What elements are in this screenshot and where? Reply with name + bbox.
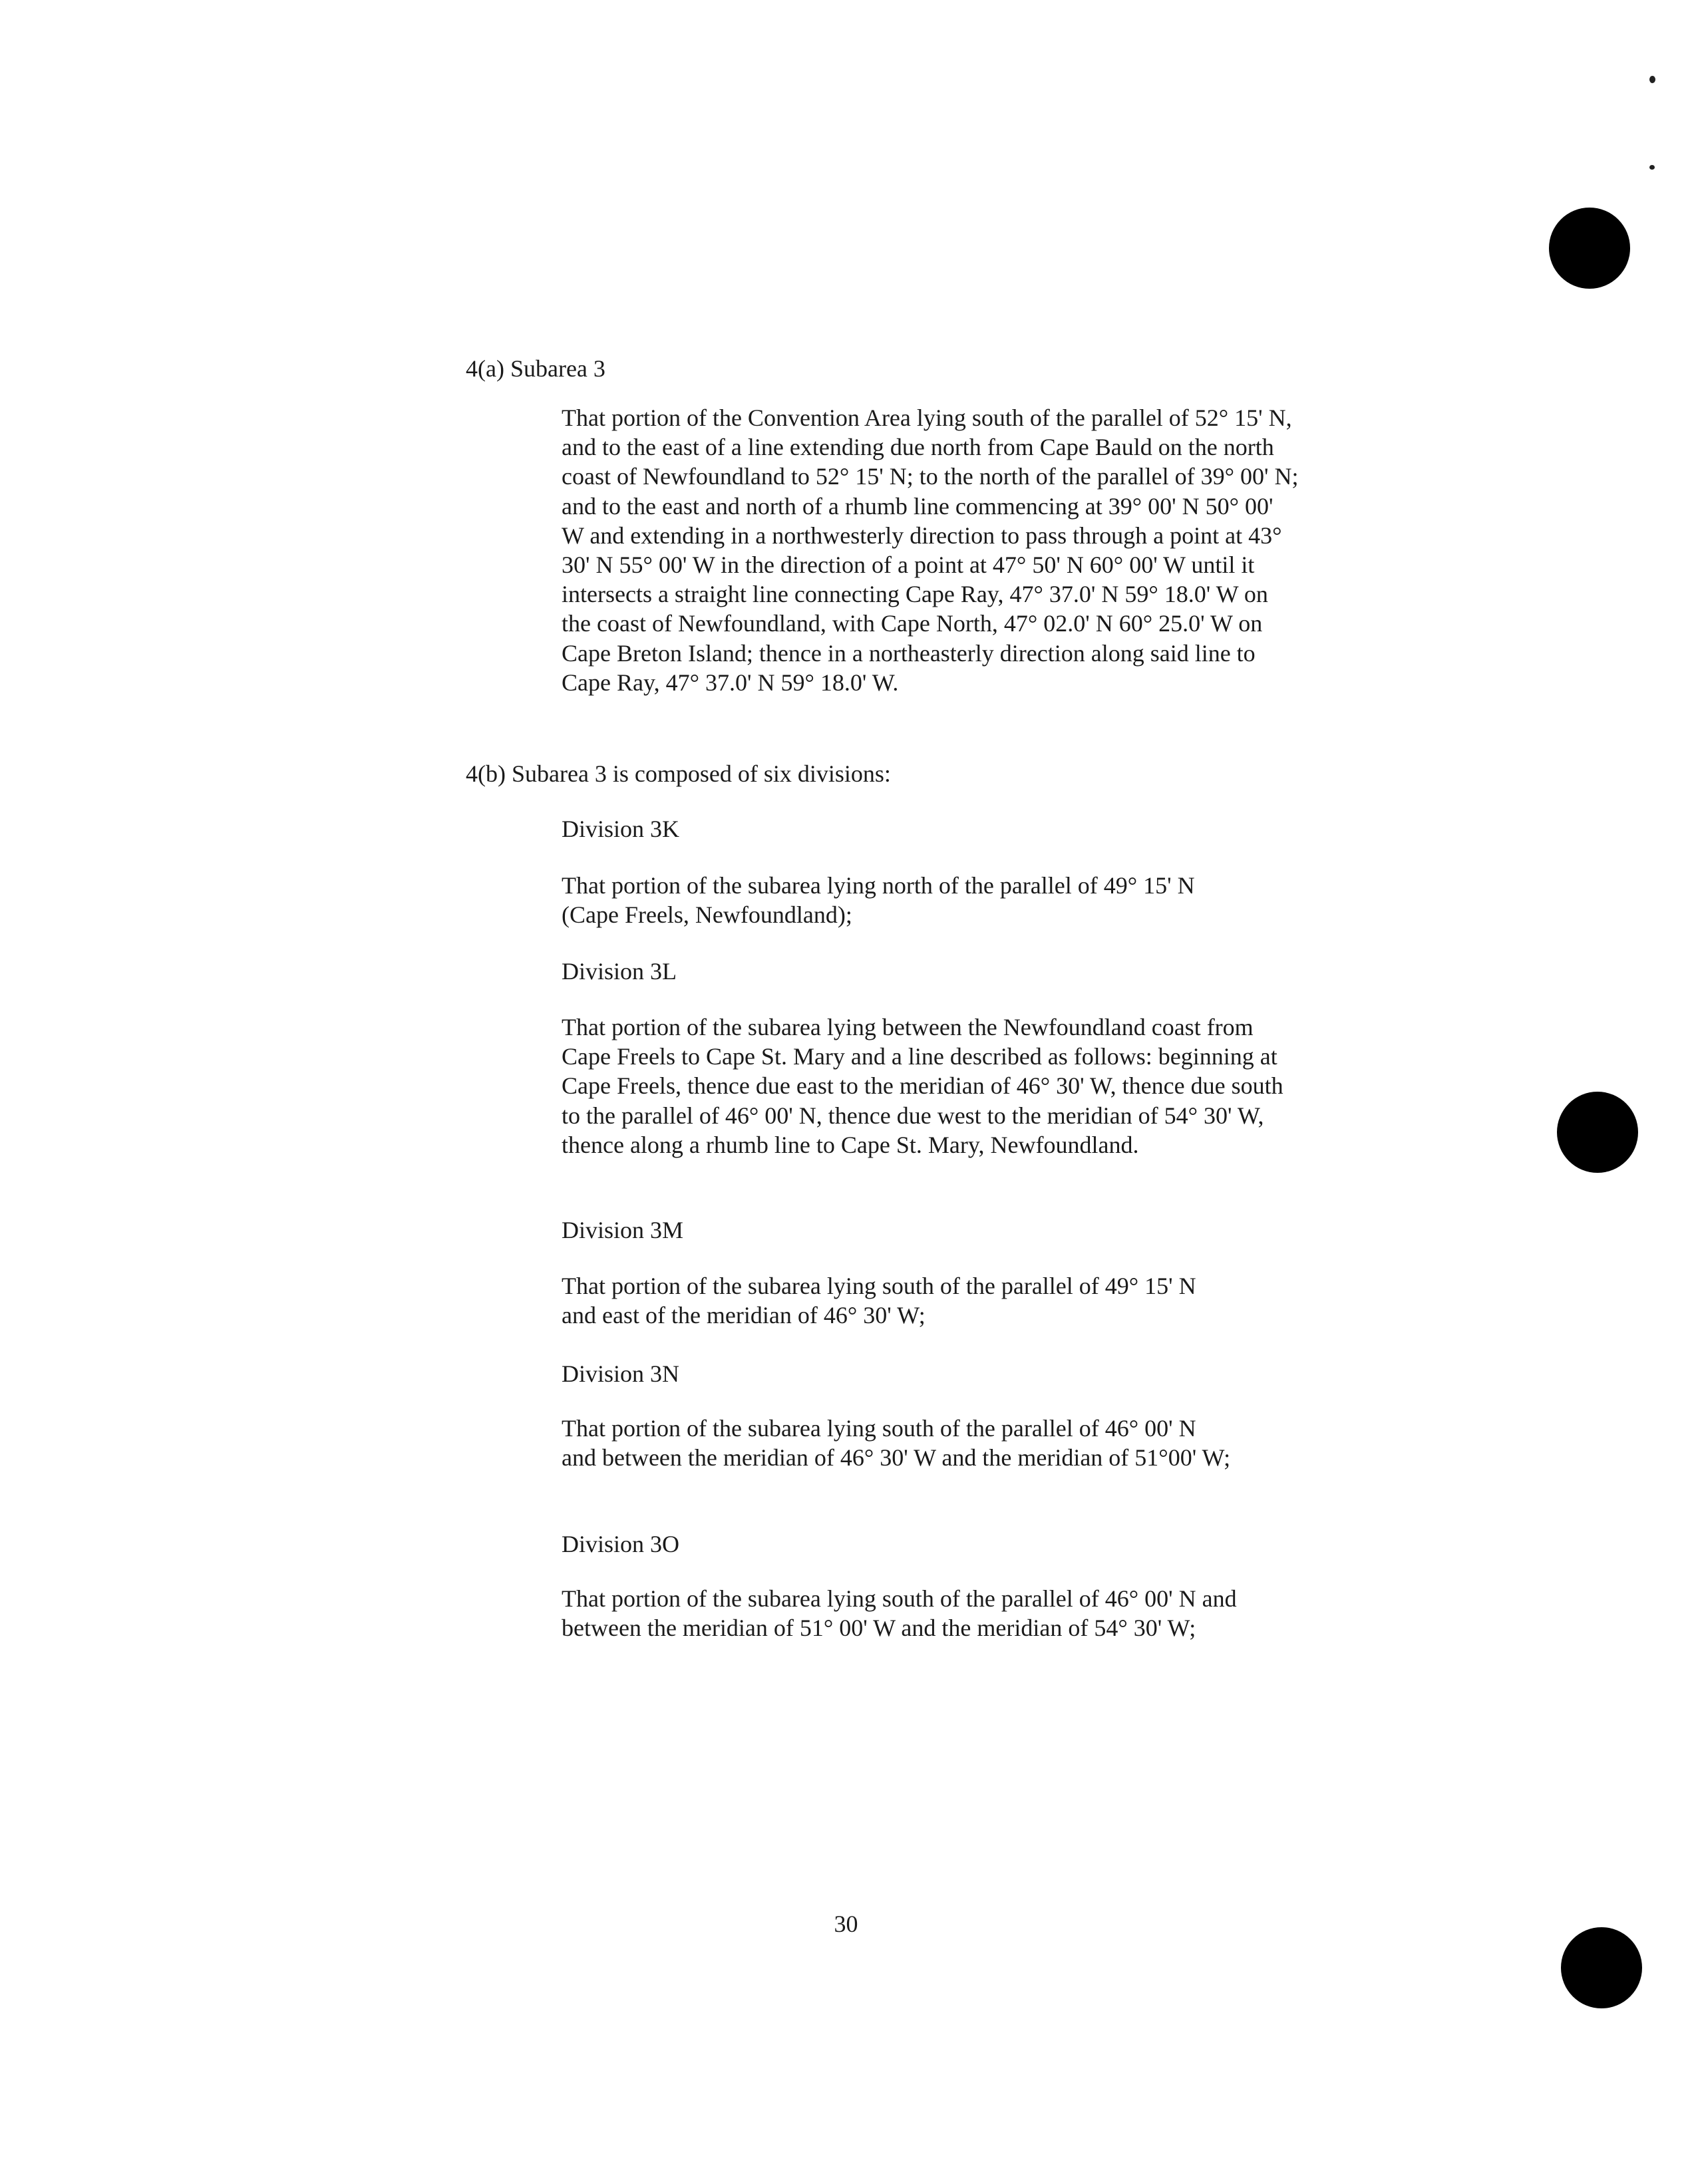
division-label-3k: Division 3K bbox=[562, 816, 680, 842]
division-label-3n: Division 3N bbox=[562, 1360, 680, 1387]
division-label-3l: Division 3L bbox=[562, 958, 677, 985]
subarea-description: That portion of the Convention Area lying south of the parallel of 52° 15' N, and to the east of a line extending due north from Cape Bauld on the north coast of Newfoundland to 52° 15' N; to the north of the parallel of 39° 00' N; and to the east and north of a rhumb line commencing at 39° 00' N 50° 00' W and extending in a northwesterly direction to pass through a point at 43° 30' N 55° 00' W in the direction of a point at 47° 50' N 60° 00' W until it intersects a straight line connecting Cape Ray, 47° 37.0' N 59° 18.0' W on the coast of Newfoundland, with Cape North, 47° 02.0' N 60° 25.0' W on Cape Breton Island; thence in a northeasterly direction along said line to Cape Ray, 47° 37.0' N 59° 18.0' W. bbox=[562, 404, 1299, 696]
scan-speck bbox=[1649, 165, 1655, 170]
punch-hole-top bbox=[1549, 208, 1630, 289]
division-text-3k: That portion of the subarea lying north of the parallel of 49° 15' N (Cape Freels, Newfoundland); bbox=[562, 872, 1195, 929]
division-text-3o: That portion of the subarea lying south of the parallel of 46° 00' N and between the meridian of 51° 00' W and the meridian of 54° 30' W; bbox=[562, 1585, 1237, 1642]
page-number: 30 bbox=[834, 1911, 858, 1937]
division-label-3m: Division 3M bbox=[562, 1217, 684, 1243]
division-text-3m: That portion of the subarea lying south of the parallel of 49° 15' N and east of the meridian of 46° 30' W; bbox=[562, 1273, 1196, 1329]
division-text-3n: That portion of the subarea lying south of the parallel of 46° 00' N and between the meridian of 46° 30' W and the meridian of 51°00' W; bbox=[562, 1415, 1231, 1472]
subarea-heading: 4(a) Subarea 3 bbox=[466, 355, 605, 382]
punch-hole-middle bbox=[1557, 1092, 1638, 1173]
scan-speck bbox=[1649, 76, 1655, 83]
division-label-3o: Division 3O bbox=[562, 1531, 680, 1557]
divisions-heading: 4(b) Subarea 3 is composed of six divisions: bbox=[466, 760, 891, 787]
division-text-3l: That portion of the subarea lying between the Newfoundland coast from Cape Freels to Cape St. Mary and a line described as follows: beginning at Cape Freels, thence due east to the meridian of 46° 30' W, thence due south to the parallel of 46° 00' N, thence due west to the meridian of 54° 30' W, thence along a rhumb line to Cape St. Mary, Newfoundland. bbox=[562, 1014, 1283, 1158]
punch-hole-bottom bbox=[1561, 1927, 1642, 2008]
